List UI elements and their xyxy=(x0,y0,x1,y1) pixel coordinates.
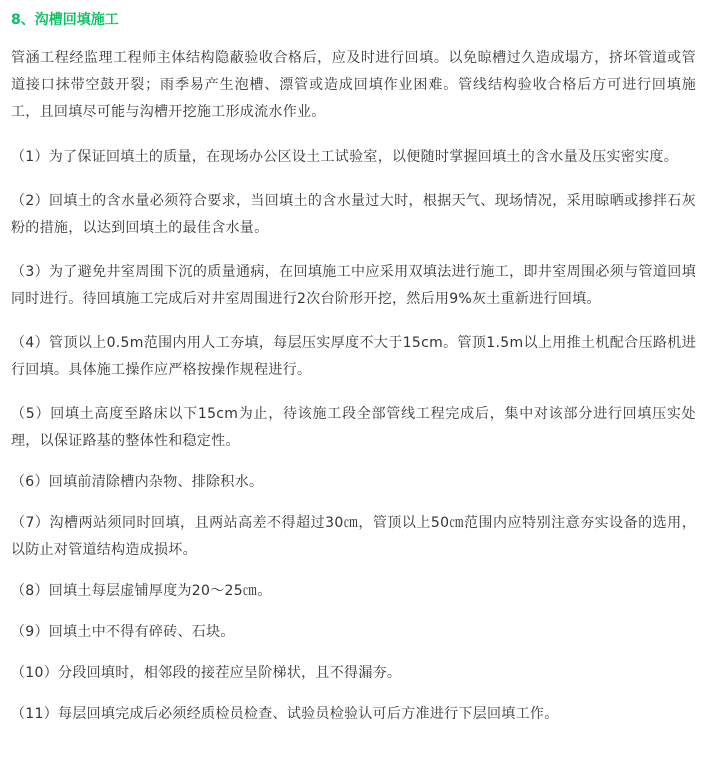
list-item-11: （11）每层回填完成后必须经质检员检查、试验员检验认可后方准进行下层回填工作。 xyxy=(11,706,559,722)
section-title: 8、沟槽回填施工 xyxy=(11,12,119,28)
list-item-5: （5）回填土高度至路床以下15cm为止，待该施工段全部管线工程完成后，集中对该部分进行回填压实处理，以保证路基的整体性和稳定性。 xyxy=(11,406,696,449)
intro-paragraph: 管涵工程经监理工程师主体结构隐蔽验收合格后，应及时进行回填。以免晾槽过久造成塌方，挤坏管道或管道接口抹带空鼓开裂；雨季易产生泡槽、漂管或造成回填作业困难。管线结构验收合格后方可进行回填施工，且回填尽可能与沟槽开挖施工形成流水作业。 xyxy=(11,50,696,120)
list-item-7: （7）沟槽两站须同时回填，且两站高差不得超过30㎝，管顶以上50㎝范围内应特别注意夯实设备的选用，以防止对管道结构造成损坏。 xyxy=(11,515,696,558)
list-item-10: （10）分段回填时，相邻段的接茬应呈阶梯状，且不得漏夯。 xyxy=(11,665,402,681)
list-item-6: （6）回填前清除槽内杂物、排除积水。 xyxy=(11,474,264,490)
list-item-1: （1）为了保证回填土的质量，在现场办公区设土工试验室，以便随时掌握回填土的含水量及压实密实度。 xyxy=(11,149,679,165)
list-item-9: （9）回填土中不得有碎砖、石块。 xyxy=(11,624,235,640)
list-item-3: （3）为了避免井室周围下沉的质量通病，在回填施工中应采用双填法进行施工，即井室周围必须与管道回填同时进行。待回填施工完成后对井室周围进行2次台阶形开挖，然后用9%灰土重新进行回填。 xyxy=(11,264,696,307)
list-item-8: （8）回填土每层虚铺厚度为20～25㎝。 xyxy=(11,583,272,599)
list-item-4: （4）管顶以上0.5m范围内用人工夯填，每层压实厚度不大于15cm。管顶1.5m以上用推土机配合压路机进行回填。具体施工操作应严格按操作规程进行。 xyxy=(11,335,696,378)
list-item-2: （2）回填土的含水量必须符合要求，当回填土的含水量过大时，根据天气、现场情况，采用晾晒或掺拌石灰粉的措施，以达到回填土的最佳含水量。 xyxy=(11,193,696,236)
